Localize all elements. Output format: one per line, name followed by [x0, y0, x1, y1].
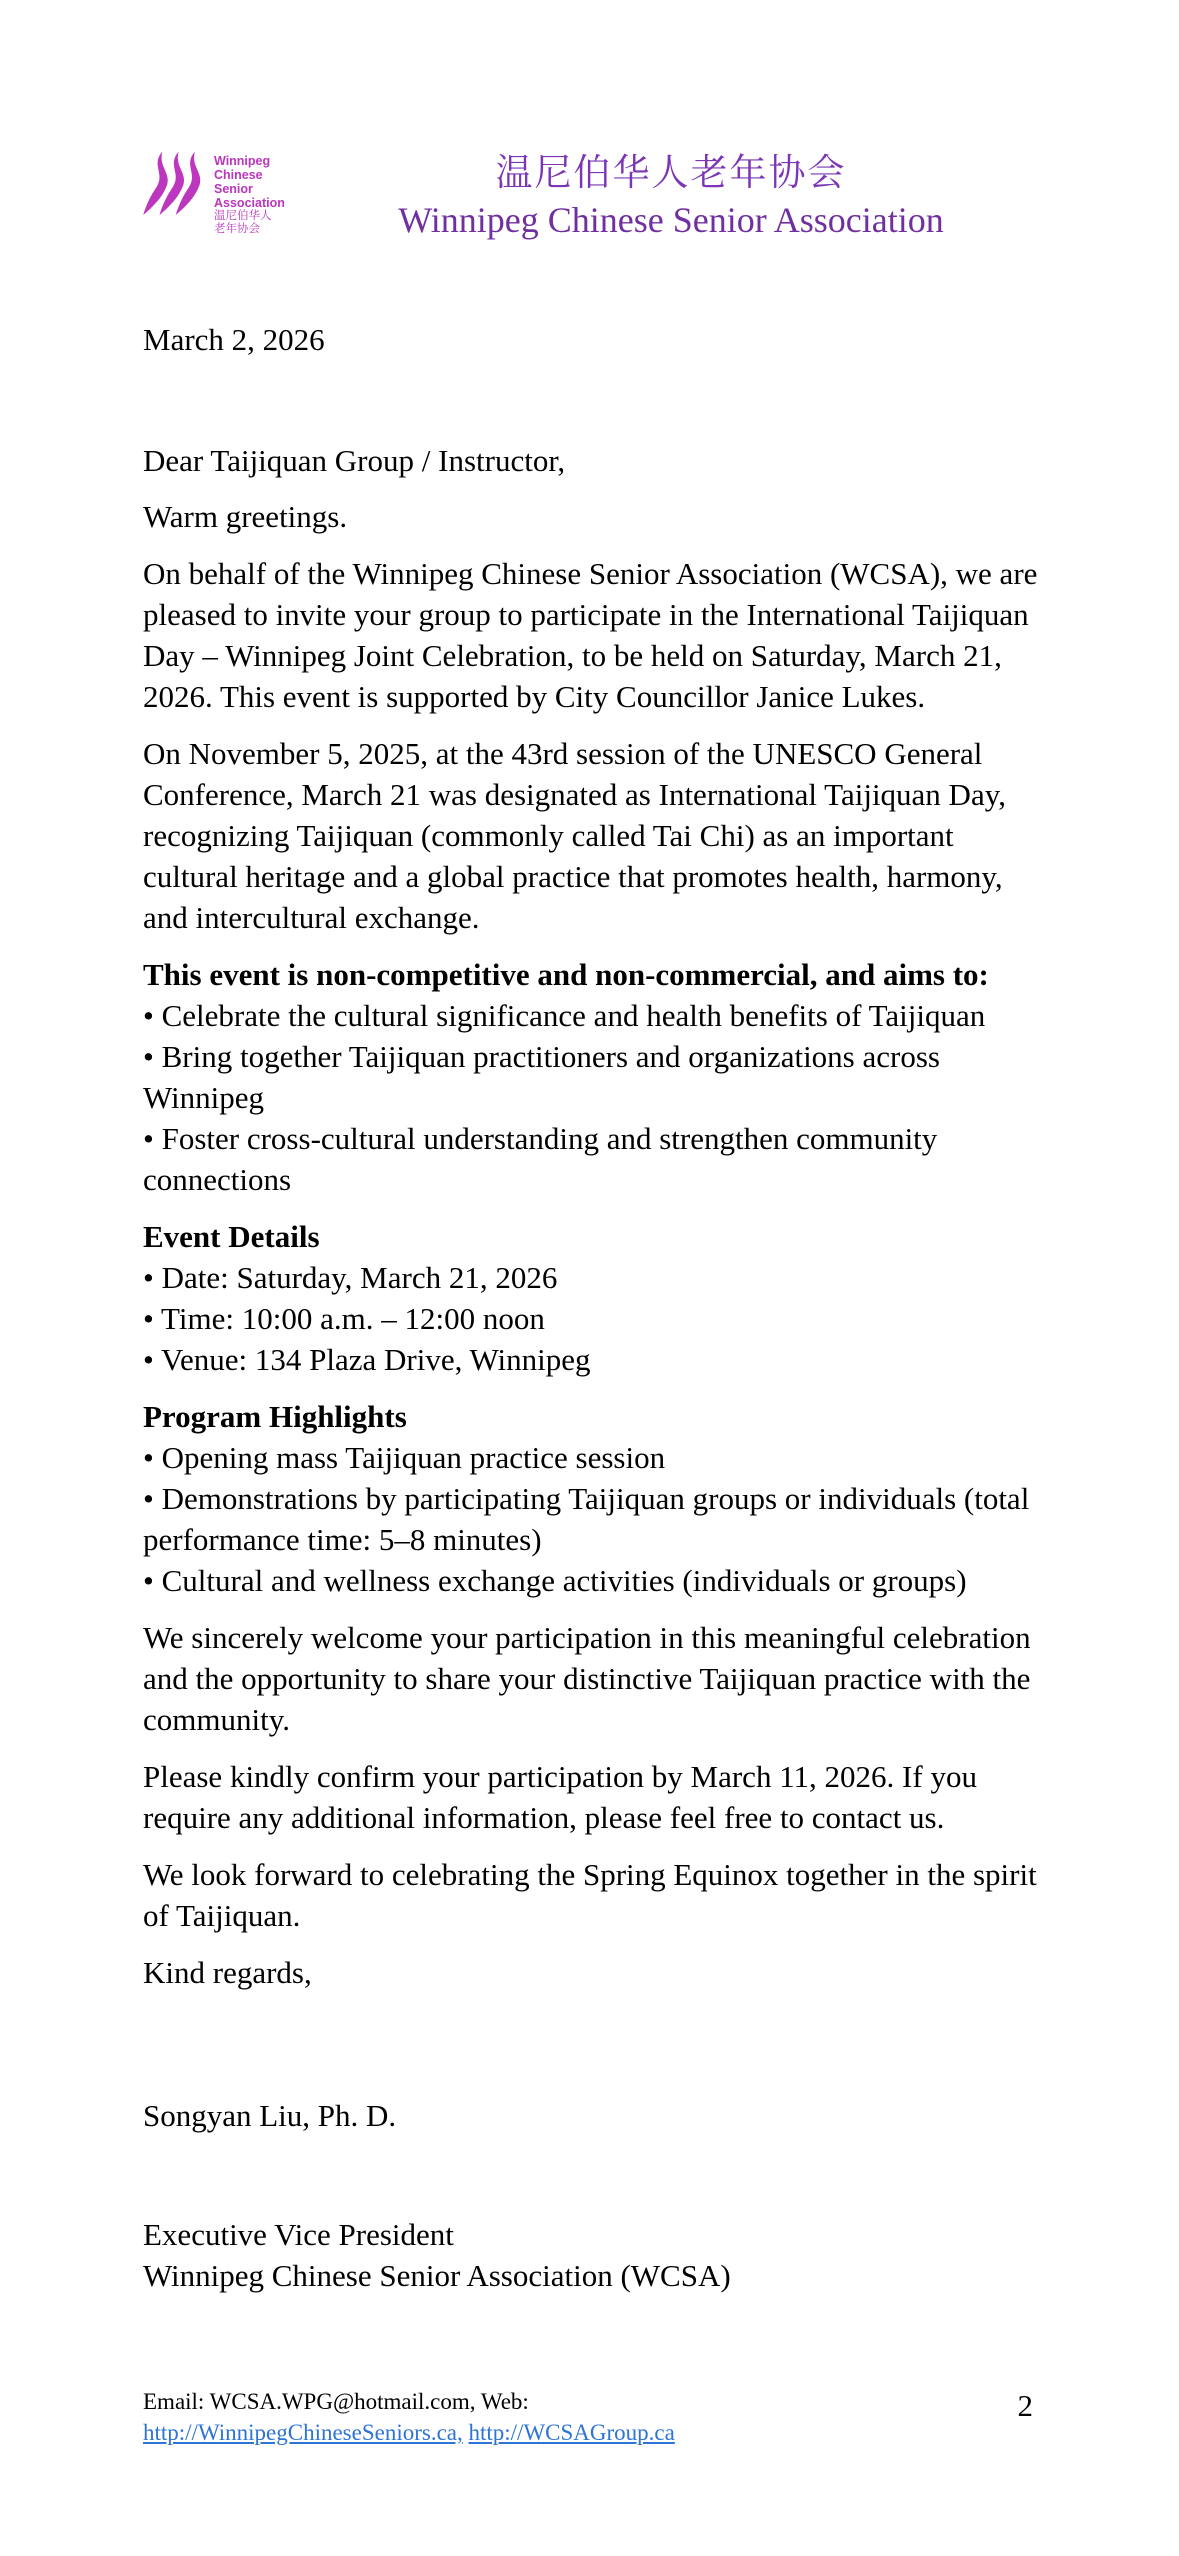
org-title-english: Winnipeg Chinese Senior Association	[398, 199, 944, 240]
logo-line: Winnipeg	[214, 154, 271, 168]
logo-line-chinese: 老年协会	[214, 222, 260, 235]
aims-item: • Celebrate the cultural significance and health benefits of Taijiquan	[143, 997, 986, 1033]
letter-date: March 2, 2026	[143, 321, 325, 357]
logo-line: Chinese	[214, 168, 263, 182]
program-highlights-heading: Program Highlights	[143, 1398, 407, 1434]
footer-link-wcsagroup[interactable]: http://WCSAGroup.ca	[468, 2420, 675, 2445]
closing-line: Kind regards,	[143, 1954, 312, 1990]
aims-item: • Bring together Taijiquan practitioners and organizations across Winnipeg	[143, 1038, 940, 1115]
aims-item: • Foster cross-cultural understanding and strengthen community connections	[143, 1120, 938, 1197]
signature-organization: Winnipeg Chinese Senior Association (WCSA)	[143, 2257, 731, 2293]
wcsa-logo	[143, 150, 313, 236]
letterhead	[0, 0, 1179, 241]
logo-wordmark	[214, 150, 285, 236]
footer-links-line	[143, 2417, 923, 2448]
aims-section	[143, 954, 1040, 1200]
paragraph-unesco: On November 5, 2025, at the 43rd session of the UNESCO General Conference, March 21 was designated as International Taijiquan Day, recognizing Taijiquan (commonly called Tai Chi) as an important cultural heritage and a global practice that promotes health, harmony, and intercultural exchange.	[143, 735, 1006, 935]
logo-line: Association	[214, 196, 285, 210]
paragraph-invitation: On behalf of the Winnipeg Chinese Senior Association (WCSA), we are pleased to invite your group to participate in the International Taijiquan Day – Winnipeg Joint Celebration, to be held on Saturday, March 21, 2026. This event is supported by City Councillor Janice Lukes.	[143, 555, 1038, 714]
org-titles	[313, 150, 1029, 241]
greeting-line: Warm greetings.	[143, 498, 348, 534]
letter-footer	[143, 2386, 923, 2448]
event-detail-item: • Time: 10:00 a.m. – 12:00 noon	[143, 1300, 545, 1336]
paragraph-equinox: We look forward to celebrating the Spring Equinox together in the spirit of Taijiquan.	[143, 1856, 1037, 1933]
salutation: Dear Taijiquan Group / Instructor,	[143, 442, 566, 478]
logo-line: Senior	[214, 182, 253, 196]
program-highlights-section	[143, 1396, 1040, 1601]
footer-email-line: Email: WCSA.WPG@hotmail.com, Web:	[143, 2389, 529, 2414]
event-details-heading: Event Details	[143, 1218, 320, 1254]
letter-body	[0, 319, 1179, 2296]
event-detail-item: • Date: Saturday, March 21, 2026	[143, 1259, 558, 1295]
page-number: 2	[1017, 2388, 1033, 2423]
program-item: • Opening mass Taijiquan practice session	[143, 1439, 666, 1475]
event-detail-item: • Venue: 134 Plaza Drive, Winnipeg	[143, 1341, 591, 1377]
three-wave-s-logo-icon	[143, 150, 207, 236]
event-details-section	[143, 1216, 1040, 1380]
org-title-chinese: 温尼伯华人老年协会	[495, 152, 847, 193]
program-item: • Cultural and wellness exchange activities (individuals or groups)	[143, 1562, 967, 1598]
paragraph-welcome: We sincerely welcome your participation in this meaningful celebration and the opportunity to share your distinctive Taijiquan practice with the community.	[143, 1619, 1031, 1737]
footer-link-winnipegchineseseniors[interactable]: http://WinnipegChineseSeniors.ca,	[143, 2420, 463, 2445]
logo-line-chinese: 温尼伯华人	[214, 210, 272, 222]
program-item: • Demonstrations by participating Taijiquan groups or individuals (total performance time: 5–8 minutes)	[143, 1480, 1030, 1557]
signature-name: Songyan Liu, Ph. D.	[143, 2097, 397, 2133]
paragraph-confirm: Please kindly confirm your participation by March 11, 2026. If you require any additional information, please feel free to contact us.	[143, 1758, 977, 1835]
aims-heading: This event is non-competitive and non-commercial, and aims to:	[143, 956, 989, 992]
signature-title: Executive Vice President	[143, 2216, 454, 2252]
